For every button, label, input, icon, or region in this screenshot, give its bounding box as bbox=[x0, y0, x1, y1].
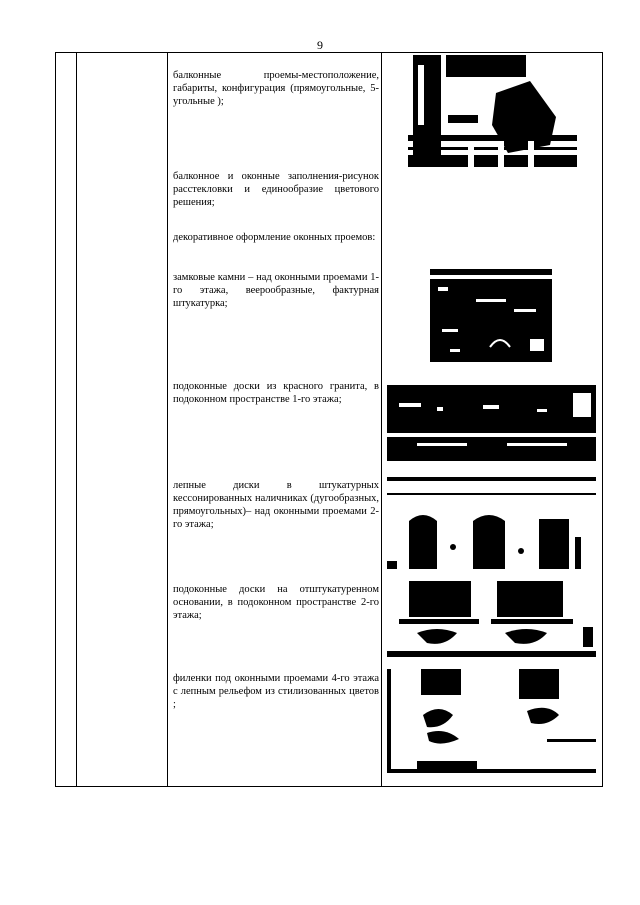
floral-panel-photo bbox=[387, 669, 596, 773]
element-description: балконное и оконные заполнения-рисунок расстекловки и единообразие цветового решения; bbox=[173, 171, 379, 208]
element-description: подоконные доски на отштукатуренном основании, в подоконном пространстве 2-го этажа; bbox=[173, 584, 379, 621]
column-divider bbox=[76, 53, 77, 786]
column-divider bbox=[381, 53, 382, 786]
document-table bbox=[55, 52, 603, 787]
page-number: 9 bbox=[317, 38, 323, 52]
granite-sill-photo bbox=[387, 377, 596, 461]
element-description: лепные диски в штукатурных кессонированных наличниках (дугообразных, прямоугольных)– над оконными проемами 2-го этажа; bbox=[173, 480, 379, 530]
element-description: филенки под оконными проемами 4-го этажа с лепным рельефом из стилизованных цветов ; bbox=[173, 673, 379, 710]
balcony-photo bbox=[408, 55, 577, 167]
stucco-discs-photo bbox=[387, 477, 596, 569]
plastered-sill-photo bbox=[387, 581, 596, 657]
keystone-photo bbox=[430, 269, 552, 362]
column-divider bbox=[167, 53, 168, 786]
element-description: декоративное оформление оконных проемов: bbox=[173, 232, 376, 243]
element-description: балконные проемы-местоположение, габариты, конфигурация (прямоугольные, 5-угольные ); bbox=[173, 70, 379, 107]
element-description: замковые камни – над оконными проемами 1-го этажа, веерообразные, фактурная штукатурка; bbox=[173, 272, 379, 309]
element-description: подоконные доски из красного гранита, в подоконном пространстве 1-го этажа; bbox=[173, 381, 379, 405]
